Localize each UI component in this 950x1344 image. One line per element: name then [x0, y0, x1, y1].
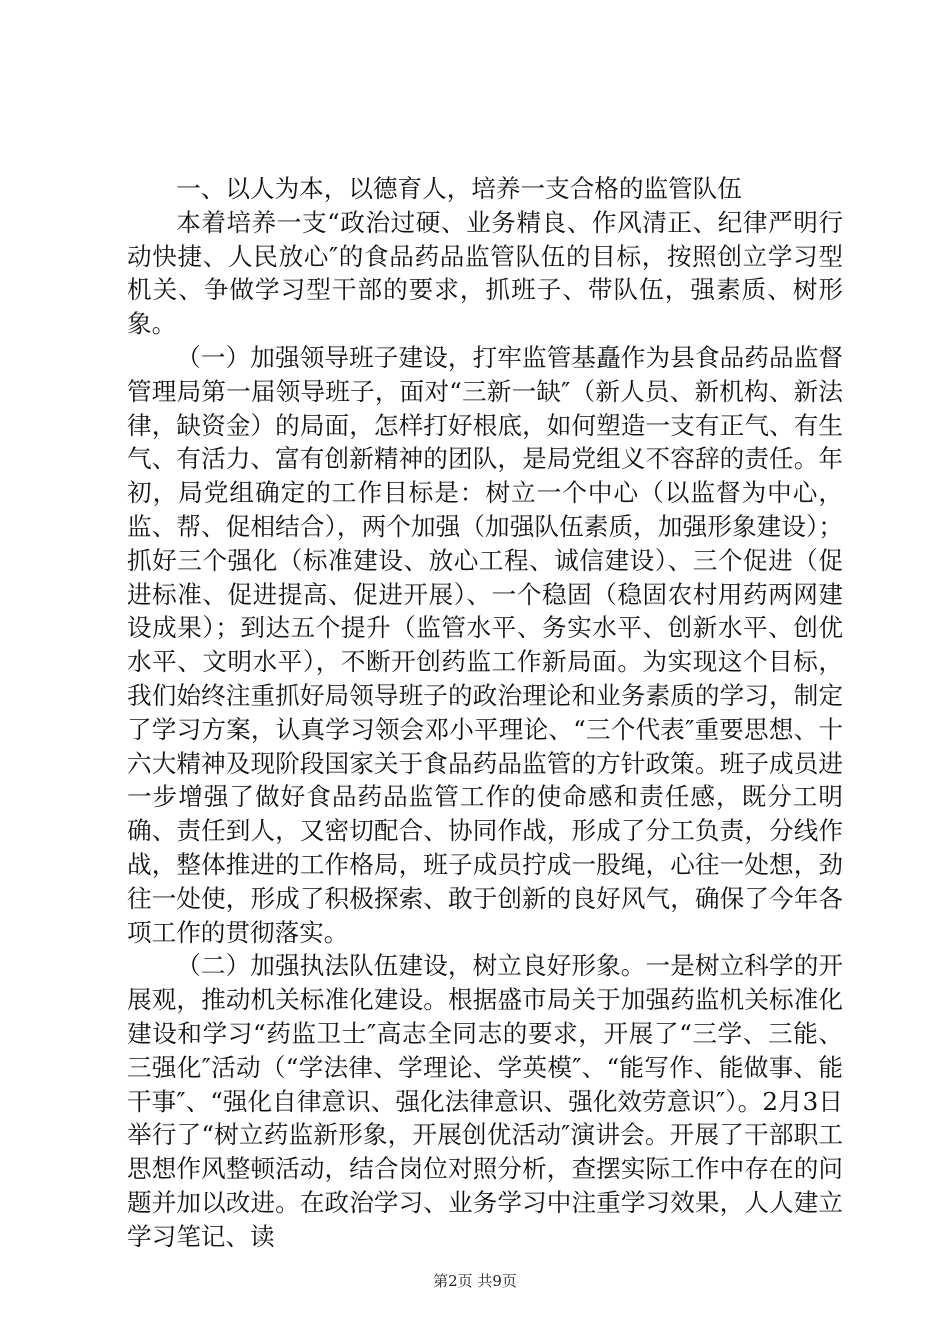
paragraph-leadership: （一）加强领导班子建设，打牢监管基矗作为县食品药品监督管理局第一届领导班子，面对“三新一缺″（新人员、新机构、新法律，缺资金）的局面，怎样打好根底，如何塑造一支有正气、有生气、有活力、富有创新精神的团队，是局党组义不容辞的责任。年初，局党组确定的工作目标是：树立一个中心（以监督为中心，监、帮、促相结合），两个加强（加强队伍素质，加强形象建设）；抓好三个强化（标准建设、放心工程、诚信建设）、三个促进（促进标准、促进提高、促进开展）、一个稳固（稳固农村用药两网建设成果）；到达五个提升（监管水平、务实水平、创新水平、创优水平、文明水平），不断开创药监工作新局面。为实现这个目标，我们始终注重抓好局领导班子的政治理论和业务素质的学习，制定了学习方案，认真学习领会邓小平理论、“三个代表″重要思想、十六大精神及现阶段国家关于食品药品监管的方针政策。班子成员进一步增强了做好食品药品监管工作的使命感和责任感，既分工明确、责任到人，又密切配合、协同作战，形成了分工负责，分线作战，整体推进的工作格局，班子成员拧成一股绳，心往一处想，劲往一处使，形成了积极探索、敢于创新的良好风气，确保了今年各项工作的贯彻落实。 — [127, 342, 843, 947]
paragraph-enforcement: （二）加强执法队伍建设，树立良好形象。一是树立科学的开展观，推动机关标准化建设。根据盛市局关于加强药监机关标准化建设和学习“药监卫士″高志全同志的要求，开展了“三学、三能、三强化″活动（“学法律、学理论、学英模″、“能写作、能做事、能干事″、“强化自律意识、强化法律意识、强化效劳意识″）。2月3日举行了“树立药监新形象，开展创优活动″演讲会。开展了干部职工思想作风整顿活动，结合岗位对照分析，查摆实际工作中存在的问题并加以改进。在政治学习、业务学习中注重学习效果，人人建立学习笔记、读 — [127, 951, 843, 1251]
page-footer — [0, 1270, 950, 1291]
paragraph-intro: 本着培养一支“政治过硬、业务精良、作风清正、纪律严明行动快捷、人民放心″的食品药品监管队伍的目标，按照创立学习型机关、争做学习型干部的要求，抓班子、带队伍，强素质、树形象。 — [127, 207, 843, 339]
section-heading: 一、以人为本，以德育人，培养一支合格的监管队伍 — [176, 174, 742, 203]
page-number: 第2页 共9页 — [433, 1272, 517, 1290]
document-body — [127, 172, 843, 1254]
